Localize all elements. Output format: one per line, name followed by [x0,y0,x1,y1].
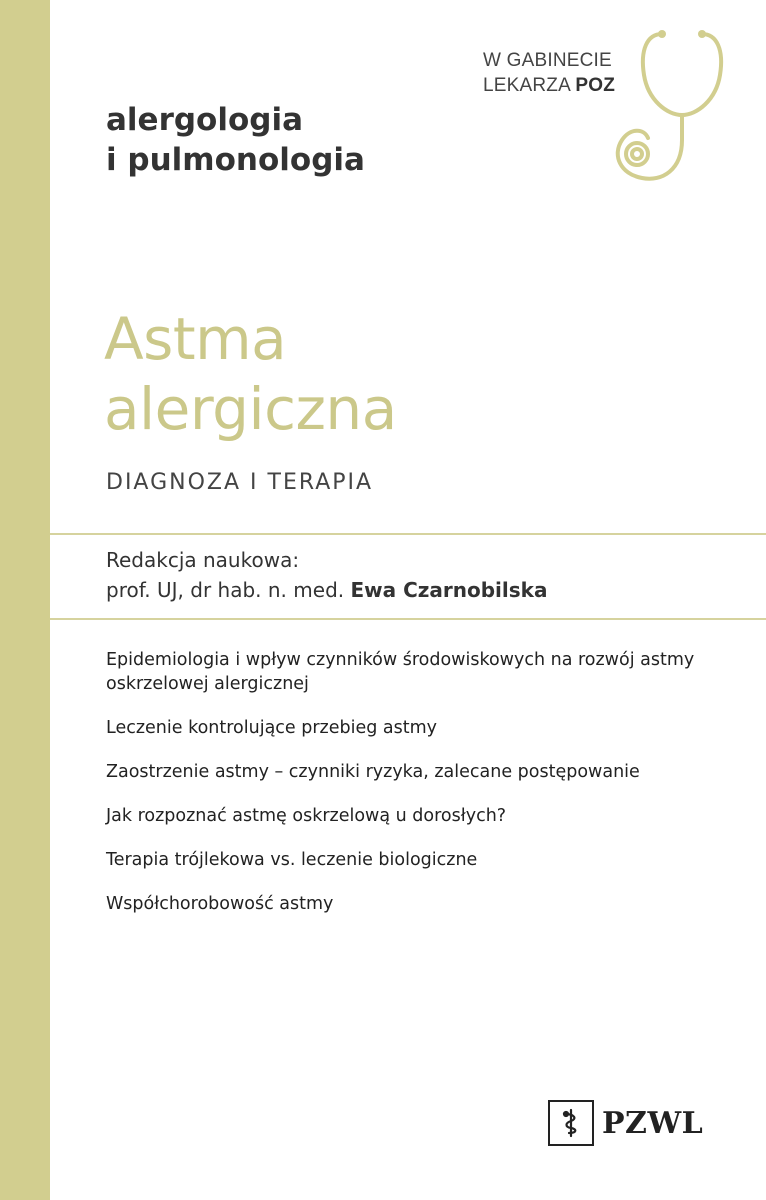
editor-block [106,545,547,605]
divider-bottom [50,618,766,620]
editor-name: Ewa Czarnobilska [350,578,548,602]
editor-lead: Redakcja naukowa: [106,548,300,572]
divider-top [50,533,766,535]
publisher-logo-icon [548,1100,594,1146]
category-line2: i pulmonologia [106,142,365,178]
side-color-band [0,0,50,1200]
topic-item: Zaostrzenie astmy – czynniki ryzyka, zalecane postępowanie [106,762,640,782]
publisher-name: PZWL [602,1105,704,1141]
stethoscope-icon [592,20,742,190]
book-title [104,304,397,444]
topic-item: Terapia trójlekowa vs. leczenie biologiczne [106,850,478,870]
book-title-line1: Astma [104,305,287,373]
series-label-line1: W GABINECIE [483,50,612,71]
series-label-prefix: LEKARZA [483,75,576,96]
book-title-line2: alergiczna [104,375,397,443]
topics-list [106,648,726,936]
publisher-logo [548,1100,703,1146]
topic-item: Jak rozpoznać astmę oskrzelową u dorosłych? [106,806,507,826]
series-label-bold: POZ [575,75,616,96]
category-heading [106,100,365,180]
book-subtitle: DIAGNOZA I TERAPIA [106,470,374,495]
topic-item: Leczenie kontrolujące przebieg astmy [106,718,438,738]
category-line1: alergologia [106,102,304,138]
topic-item: Współchorobowość astmy [106,894,334,914]
topic-item: Epidemiologia i wpływ czynników środowiskowych na rozwój astmy oskrzelowej alergicznej [106,650,695,694]
editor-title: prof. UJ, dr hab. n. med. [106,578,351,602]
